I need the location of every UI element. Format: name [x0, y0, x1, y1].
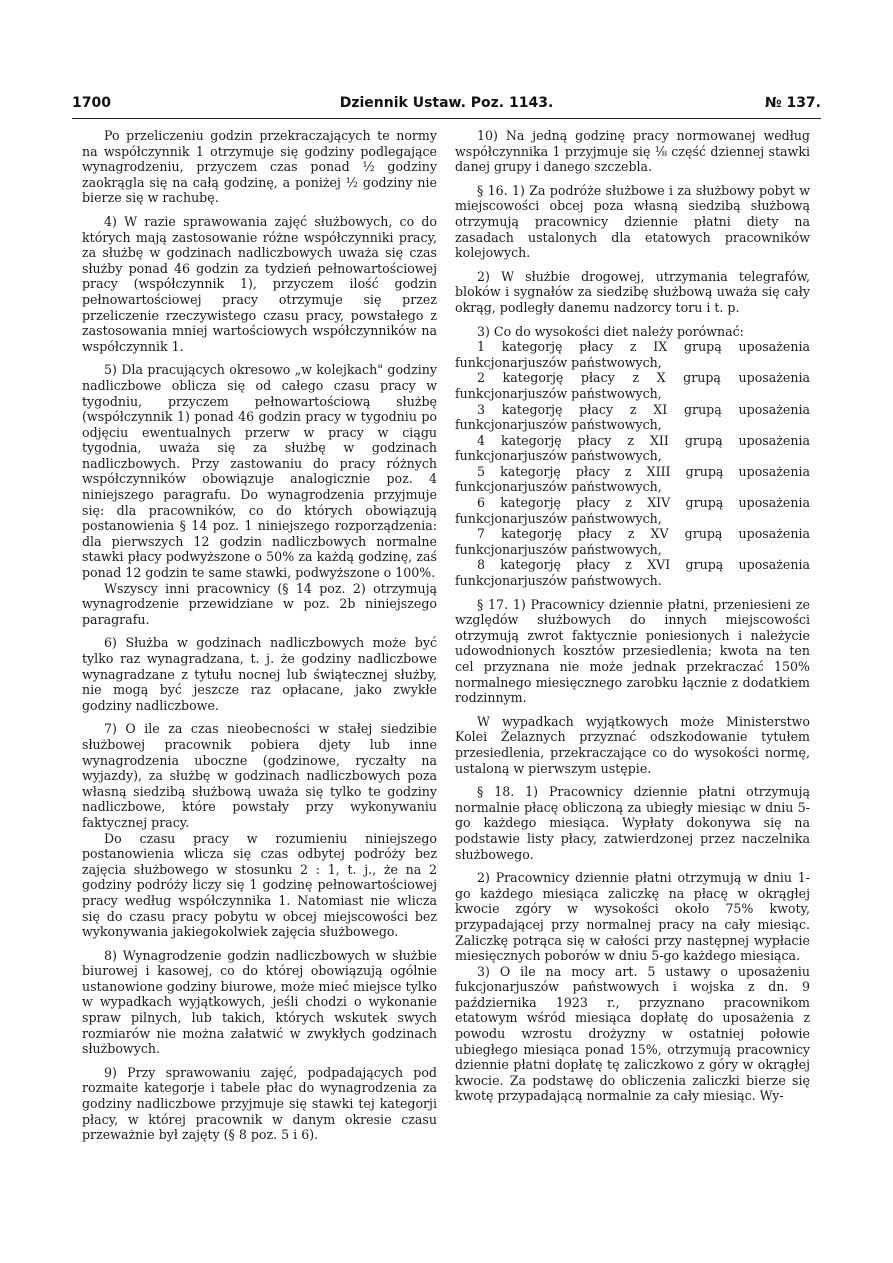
paragraph: W wypadkach wyjątkowych może Ministerstwo Kolei Żelaznych przyznać odszkodowanie tytułem przesiedlenia, przekraczające co do wysokości normę, ustaloną w pierwszym ustępie. — [455, 713, 810, 776]
paragraph: Do czasu pracy w rozumieniu niniejszego postanowienia wlicza się czas odbytej podróży bez zajęcia służbowego w stosunku 2 : 1, t. j., że na 2 godziny podróży liczy się 1 godzinę pełnowartościowej pracy według współczynnika 1. Natomiast nie wlicza się do czasu pracy pobytu w obcej miejscowości bez wykonywania jakiegokolwiek zajęcia służbowego. — [82, 830, 437, 940]
journal-title: Dziennik Ustaw. Poz. 1143. — [339, 95, 554, 111]
section-16: § 16. 1) Za podróże służbowe i za służbowy pobyt w miejscowości obcej poza własną siedzibą służbową otrzymują pracownicy dziennie płatni diety na zasadach ustalonych dla etatowych pracowników kolejowych. — [455, 182, 810, 261]
paragraph: 10) Na jedną godzinę pracy normowanej według współczynnika 1 przyjmuje się ⅛ część dziennej stawki danej grupy i danego szczebla. — [455, 128, 810, 175]
paragraph: 5) Dla pracujących okresowo „w kolejkach" godziny nadliczbowe oblicza się od całego czasu pracy w tygodniu, przyczem pełnowartościową służbę (współczynnik 1) ponad 46 godzin pracy w tygodniu po odjęciu ewentualnych przerw w pracy w ciągu tygodnia, uważa się za służbę w godzinach nadliczbowych. Przy zastowaniu do pracy różnych współczynników obowiązuje analogicznie poz. 4 niniejszego paragrafu. Do wynagrodzenia przyjmuje się: dla pracowników, co do których obowiązują postanowienia § 14 poz. 1 niniejszego rozporządzenia: dla pierwszych 12 godzin nadliczbowych normalne stawki płacy podwyższone o 50% za każdą godzinę, zaś ponad 12 godzin te same stawki, podwyższone o 100%. — [82, 362, 437, 581]
paragraph: 6) Służba w godzinach nadliczbowych może być tylko raz wynagradzana, t. j. że godziny nadliczbowe wynagradzane z tytułu nocnej lub świątecznej służby, nie mogą być jeszcze raz opłacane, jako zwykłe godziny nadliczbowe. — [82, 635, 437, 713]
paragraph: 3) Co do wysokości diet należy porównać: — [477, 323, 744, 339]
list-item: 8 kategorję płacy z XVI grupą uposażenia funkcjonarjuszów państwowych. — [455, 557, 810, 589]
paragraph: 2) Pracownicy dziennie płatni otrzymują w dniu 1-go każdego miesiąca zaliczkę na płacę w okrągłej kwocie zgóry w wysokości około 75% kwoty, przypadającej przy normalnej pracy na cały miesiąc. Zaliczkę potrąca się w całości przy następnej wypłacie miesięcznych poborów w dniu 5-go każdego miesiąca. — [455, 870, 810, 964]
paragraph: 7) O ile za czas nieobecności w stałej siedzibie służbowej pracownik pobiera djety lub inne wynagrodzenia uboczne (godzinowe, ryczałty na wyjazdy), za służbę w godzinach nadliczbowych poza własną siedzibą służbową uważa się tylko te godziny nadliczbowe, które powstały przy wykonywaniu faktycznej pracy. — [82, 721, 437, 830]
paragraph: 8) Wynagrodzenie godzin nadliczbowych w służbie biurowej i kasowej, co do której obowiązują ogólnie ustanowione godziny biurowe, może mieć miejsce tylko w wypadkach wyjątkowych, jeśli chodzi o wykonanie spraw pilnych, lub takich, których wskutek swych rozmiarów nie można załatwić w zwykłych godzinach służbowych. — [82, 947, 437, 1057]
paragraph: Wszyscy inni pracownicy (§ 14 poz. 2) otrzymują wynagrodzenie przewidziane w poz. 2b niniejszego paragrafu. — [82, 580, 437, 627]
page-header — [72, 95, 821, 117]
section-17: § 17. 1) Pracownicy dziennie płatni, przeniesieni ze względów służbowych do innych miejscowości otrzymują zwrot faktycznie poniesionych i należycie udowodnionych kosztów przesiedlenia; kwota na ten cel przyznana nie może jednak przekraczać 150% normalnego miesięcznego zarobku łącznie z dodatkiem rodzinnym. — [455, 596, 810, 706]
list-item: 7 kategorję płacy z XV grupą uposażenia funkcjonarjuszów państwowych, — [455, 526, 810, 557]
section-18: § 18. 1) Pracownicy dziennie płatni otrzymują normalnie płacę obliczoną za ubiegły miesiąc w dniu 5-go każdego miesiąca. Wypłaty dokonywa się na podstawie listy płacy, zatwierdzonej przez naczelnika służbowego. — [455, 784, 810, 862]
page-number: 1700 — [72, 95, 111, 111]
paragraph: Po przeliczeniu godzin przekraczających te normy na współczynnik 1 otrzymuje się godziny podlegające wynagrodzeniu, przyczem czas ponad ½ godziny zaokrągla się na całą godzinę, a poniżej ½ godziny nie bierze się w rachubę. — [82, 128, 437, 206]
right-column — [455, 128, 810, 1112]
issue-number: № 137. — [764, 95, 821, 111]
paragraph: 9) Przy sprawowaniu zajęć, podpadających pod rozmaite kategorje i tabele płac do wynagrodzenia za godziny nadliczbowe przyjmuje się stawki tej kategorji płacy, w której pracownik w danym okresie czasu przeważnie był zajęty (§ 8 poz. 5 i 6). — [82, 1064, 437, 1143]
list-item: 1 kategorję płacy z IX grupą uposażenia funkcjonarjuszów państwowych, — [455, 339, 810, 370]
list-item: 6 kategorję płacy z XIV grupą uposażenia funkcjonarjuszów państwowych, — [455, 495, 810, 526]
list-item: 3 kategorję płacy z XI grupą uposażenia funkcjonarjuszów państwowych, — [455, 401, 810, 433]
left-column — [82, 128, 437, 1151]
paragraph: 4) W razie sprawowania zajęć służbowych, co do których mają zastosowanie różne współczynniki pracy, za służbę w godzinach nadliczbowych uważa się czas służby ponad 46 godzin za tydzień pełnowartościowej pracy (współczynnik 1), przyczem ilość godzin pełnowartościowej pracy otrzymuje się przez przeliczenie rzeczywistego czasu pracy, powstałego z zastosowania mniej wartościowych współczynników na współczynnik 1. — [82, 213, 437, 354]
list-item: 4 kategorję płacy z XII grupą uposażenia funkcjonarjuszów państwowych, — [455, 432, 810, 464]
list-item: 2 kategorję płacy z X grupą uposażenia funkcjonarjuszów państwowych, — [455, 370, 810, 401]
paragraph: 2) W służbie drogowej, utrzymania telegrafów, bloków i sygnałów za siedzibę służbową uważa się cały okrąg, podległy danemu nadzorcy toru i t. p. — [455, 268, 810, 315]
header-rule — [72, 118, 821, 119]
list-item: 5 kategorję płacy z XIII grupą uposażenia funkcjonarjuszów państwowych, — [455, 463, 810, 495]
paragraph: 3) O ile na mocy art. 5 ustawy o uposażeniu fukcjonarjuszów państwowych i wojska z dn. 9 października 1923 r., przyznano pracownikom etatowym wśród miesiąca dopłatę do uposażenia z powodu wzrostu drożyzny w ostatniej połowie ubiegłego miesiąca ponad 15%, otrzymują pracownicy dziennie płatni dopłatę tę zaliczkowo z góry w okrągłej kwocie. Za podstawę do obliczenia zaliczki bierze się kwotę przypadającą normalnie za cały miesiąc. Wy- — [455, 963, 810, 1104]
